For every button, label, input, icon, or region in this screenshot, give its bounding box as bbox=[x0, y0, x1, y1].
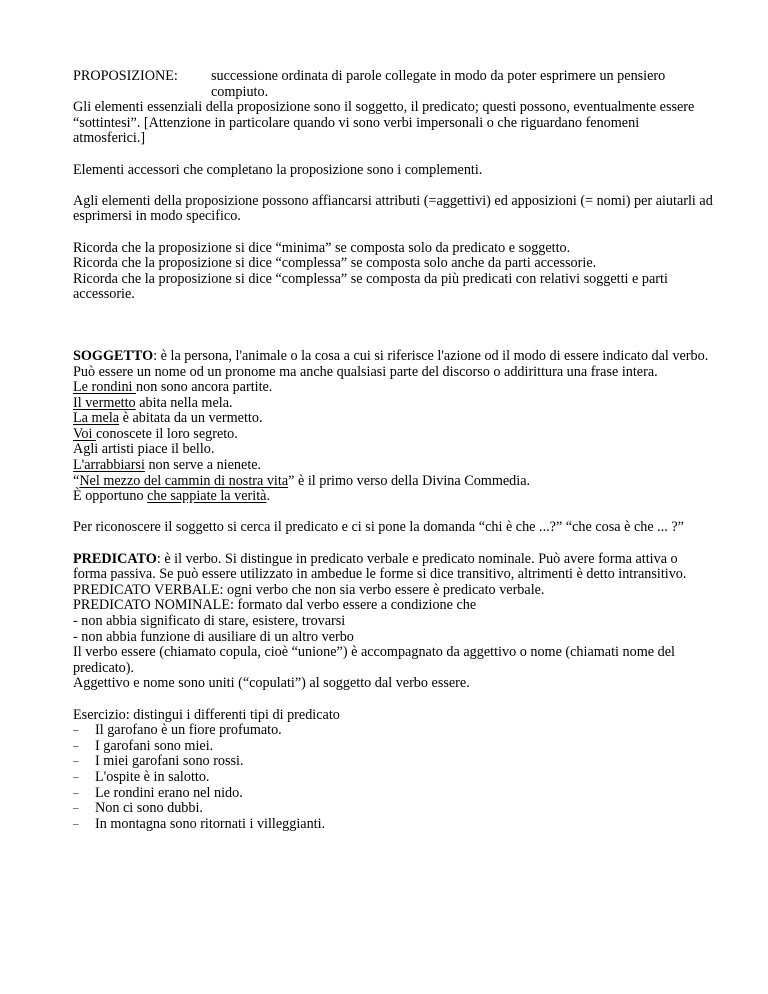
dash-bullet: – bbox=[73, 802, 79, 815]
dash-bullet: – bbox=[73, 817, 79, 830]
example-subject: L'arrabbiarsi bbox=[73, 457, 145, 474]
list-item-text: Le rondini erano nel nido. bbox=[95, 784, 243, 801]
paragraph-essential-elements: Gli elementi essenziali della proposizione sono il soggetto, il predicato; questi possono, eventualmente essere “sottintesi”. [Attenzione in particolare quando vi sono verbi impersonali o che riguardano fenomeni atmosferici.] bbox=[73, 99, 695, 147]
example-line bbox=[73, 427, 713, 443]
exercise-list bbox=[73, 723, 713, 832]
list-item-text: I garofani sono miei. bbox=[95, 737, 214, 754]
example-line bbox=[73, 442, 713, 458]
example-subject: Il vermetto bbox=[73, 394, 136, 411]
example-line bbox=[73, 380, 713, 396]
soggetto-definition bbox=[73, 349, 713, 380]
soggetto-term: SOGGETTO bbox=[73, 347, 154, 364]
dash-bullet: – bbox=[73, 755, 79, 768]
example-suffix: . bbox=[266, 488, 270, 505]
definition-label: PROPOSIZIONE: bbox=[73, 68, 178, 84]
soggetto-how-to-find: Per riconoscere il soggetto si cerca il predicato e ci si pone la domanda “chi è che ...?” “che cosa è che ... ?” bbox=[73, 519, 684, 536]
reminder-complessa-2: Ricorda che la proposizione si dice “complessa” se composta da più predicati con relativi soggetti e parti accessorie. bbox=[73, 270, 668, 303]
reminder-minima: Ricorda che la proposizione si dice “minima” se composta solo da predicato e soggetto. bbox=[73, 239, 571, 256]
dash-bullet: – bbox=[73, 724, 79, 737]
list-item bbox=[73, 723, 713, 739]
example-rest: non serve a nienete. bbox=[144, 457, 262, 474]
example-rest: è abitata da un vermetto. bbox=[119, 410, 263, 427]
list-item-text: I miei garofani sono rossi. bbox=[95, 753, 244, 770]
example-rest: abita nella mela. bbox=[135, 394, 233, 411]
list-item-text: Il garofano è un fiore profumato. bbox=[95, 722, 282, 739]
predicato-definition bbox=[73, 552, 713, 583]
example-line bbox=[73, 411, 713, 427]
example-subject: Voi bbox=[73, 425, 96, 442]
list-item bbox=[73, 739, 713, 755]
copulati-line: Aggettivo e nome sono uniti (“copulati”) al soggetto dal verbo essere. bbox=[73, 675, 470, 692]
reminder-complessa-1: Ricorda che la proposizione si dice “complessa” se composta solo anche da parti accessorie. bbox=[73, 255, 597, 272]
list-item bbox=[73, 754, 713, 770]
example-line bbox=[73, 489, 713, 505]
document-page bbox=[73, 69, 713, 832]
soggetto-def-text: : è la persona, l'animale o la cosa a cui si riferisce l'azione od il modo di essere indicato dal verbo. Può essere un nome od un pronome ma anche qualsiasi parte del discorso o addirittura una frase intera. bbox=[73, 347, 709, 380]
example-line bbox=[73, 458, 713, 474]
condition-line: - non abbia significato di stare, esistere, trovarsi bbox=[73, 613, 346, 629]
example-rest: conoscete il loro segreto. bbox=[96, 425, 238, 442]
example-subject: Nel mezzo del cammin di nostra vita bbox=[79, 472, 289, 489]
dash-bullet: – bbox=[73, 786, 79, 799]
list-item bbox=[73, 801, 713, 817]
list-item bbox=[73, 786, 713, 802]
example-subject: Le rondini bbox=[73, 379, 137, 396]
list-item bbox=[73, 770, 713, 786]
list-item bbox=[73, 817, 713, 833]
condition-line: - non abbia funzione di ausiliare di un altro verbo bbox=[73, 628, 354, 645]
example-rest: Agli artisti piace il bello. bbox=[73, 441, 215, 458]
paragraph-attributes: Agli elementi della proposizione possono affiancarsi attributi (=aggettivi) ed apposizioni (= nomi) per aiutarli ad esprimersi in modo specifico. bbox=[73, 192, 713, 225]
predicato-def-text: : è il verbo. Si distingue in predicato verbale e predicato nominale. Può avere forma attiva o forma passiva. Se può essere utilizzato in ambedue le forme si dice transitivo, altrimenti è detto intransitivo. bbox=[73, 550, 687, 583]
example-line bbox=[73, 474, 713, 490]
example-open-quote: “ bbox=[73, 472, 80, 489]
paragraph-accessory-elements: Elementi accessori che completano la proposizione sono i complementi. bbox=[73, 161, 483, 178]
definition-text: successione ordinata di parole collegate in modo da poter esprimere un pensiero compiuto. bbox=[211, 68, 666, 100]
exercise-title: Esercizio: distingui i differenti tipi di predicato bbox=[73, 706, 340, 723]
predicato-term: PREDICATO bbox=[73, 550, 157, 567]
example-subject: La mela bbox=[73, 410, 120, 427]
dash-bullet: – bbox=[73, 770, 79, 783]
example-rest: non sono ancora partite. bbox=[136, 379, 273, 396]
example-rest: ” è il primo verso della Divina Commedia. bbox=[288, 472, 531, 489]
copula-line: Il verbo essere (chiamato copula, cioè “unione”) è accompagnato da aggettivo o nome (chiamati nome del predicato). bbox=[73, 644, 675, 676]
predicato-nominale-line: PREDICATO NOMINALE: formato dal verbo essere a condizione che bbox=[73, 597, 477, 614]
dash-bullet: – bbox=[73, 739, 79, 752]
list-item-text: Non ci sono dubbi. bbox=[95, 800, 203, 817]
predicato-verbale-line: PREDICATO VERBALE: ogni verbo che non sia verbo essere è predicato verbale. bbox=[73, 581, 545, 598]
proposizione-definition bbox=[73, 69, 713, 100]
list-item-text: In montagna sono ritornati i villeggianti. bbox=[95, 815, 326, 832]
example-line bbox=[73, 396, 713, 412]
example-prefix: È opportuno bbox=[73, 488, 148, 505]
list-item-text: L'ospite è in salotto. bbox=[95, 768, 210, 785]
example-subject: che sappiate la verità bbox=[147, 488, 267, 505]
